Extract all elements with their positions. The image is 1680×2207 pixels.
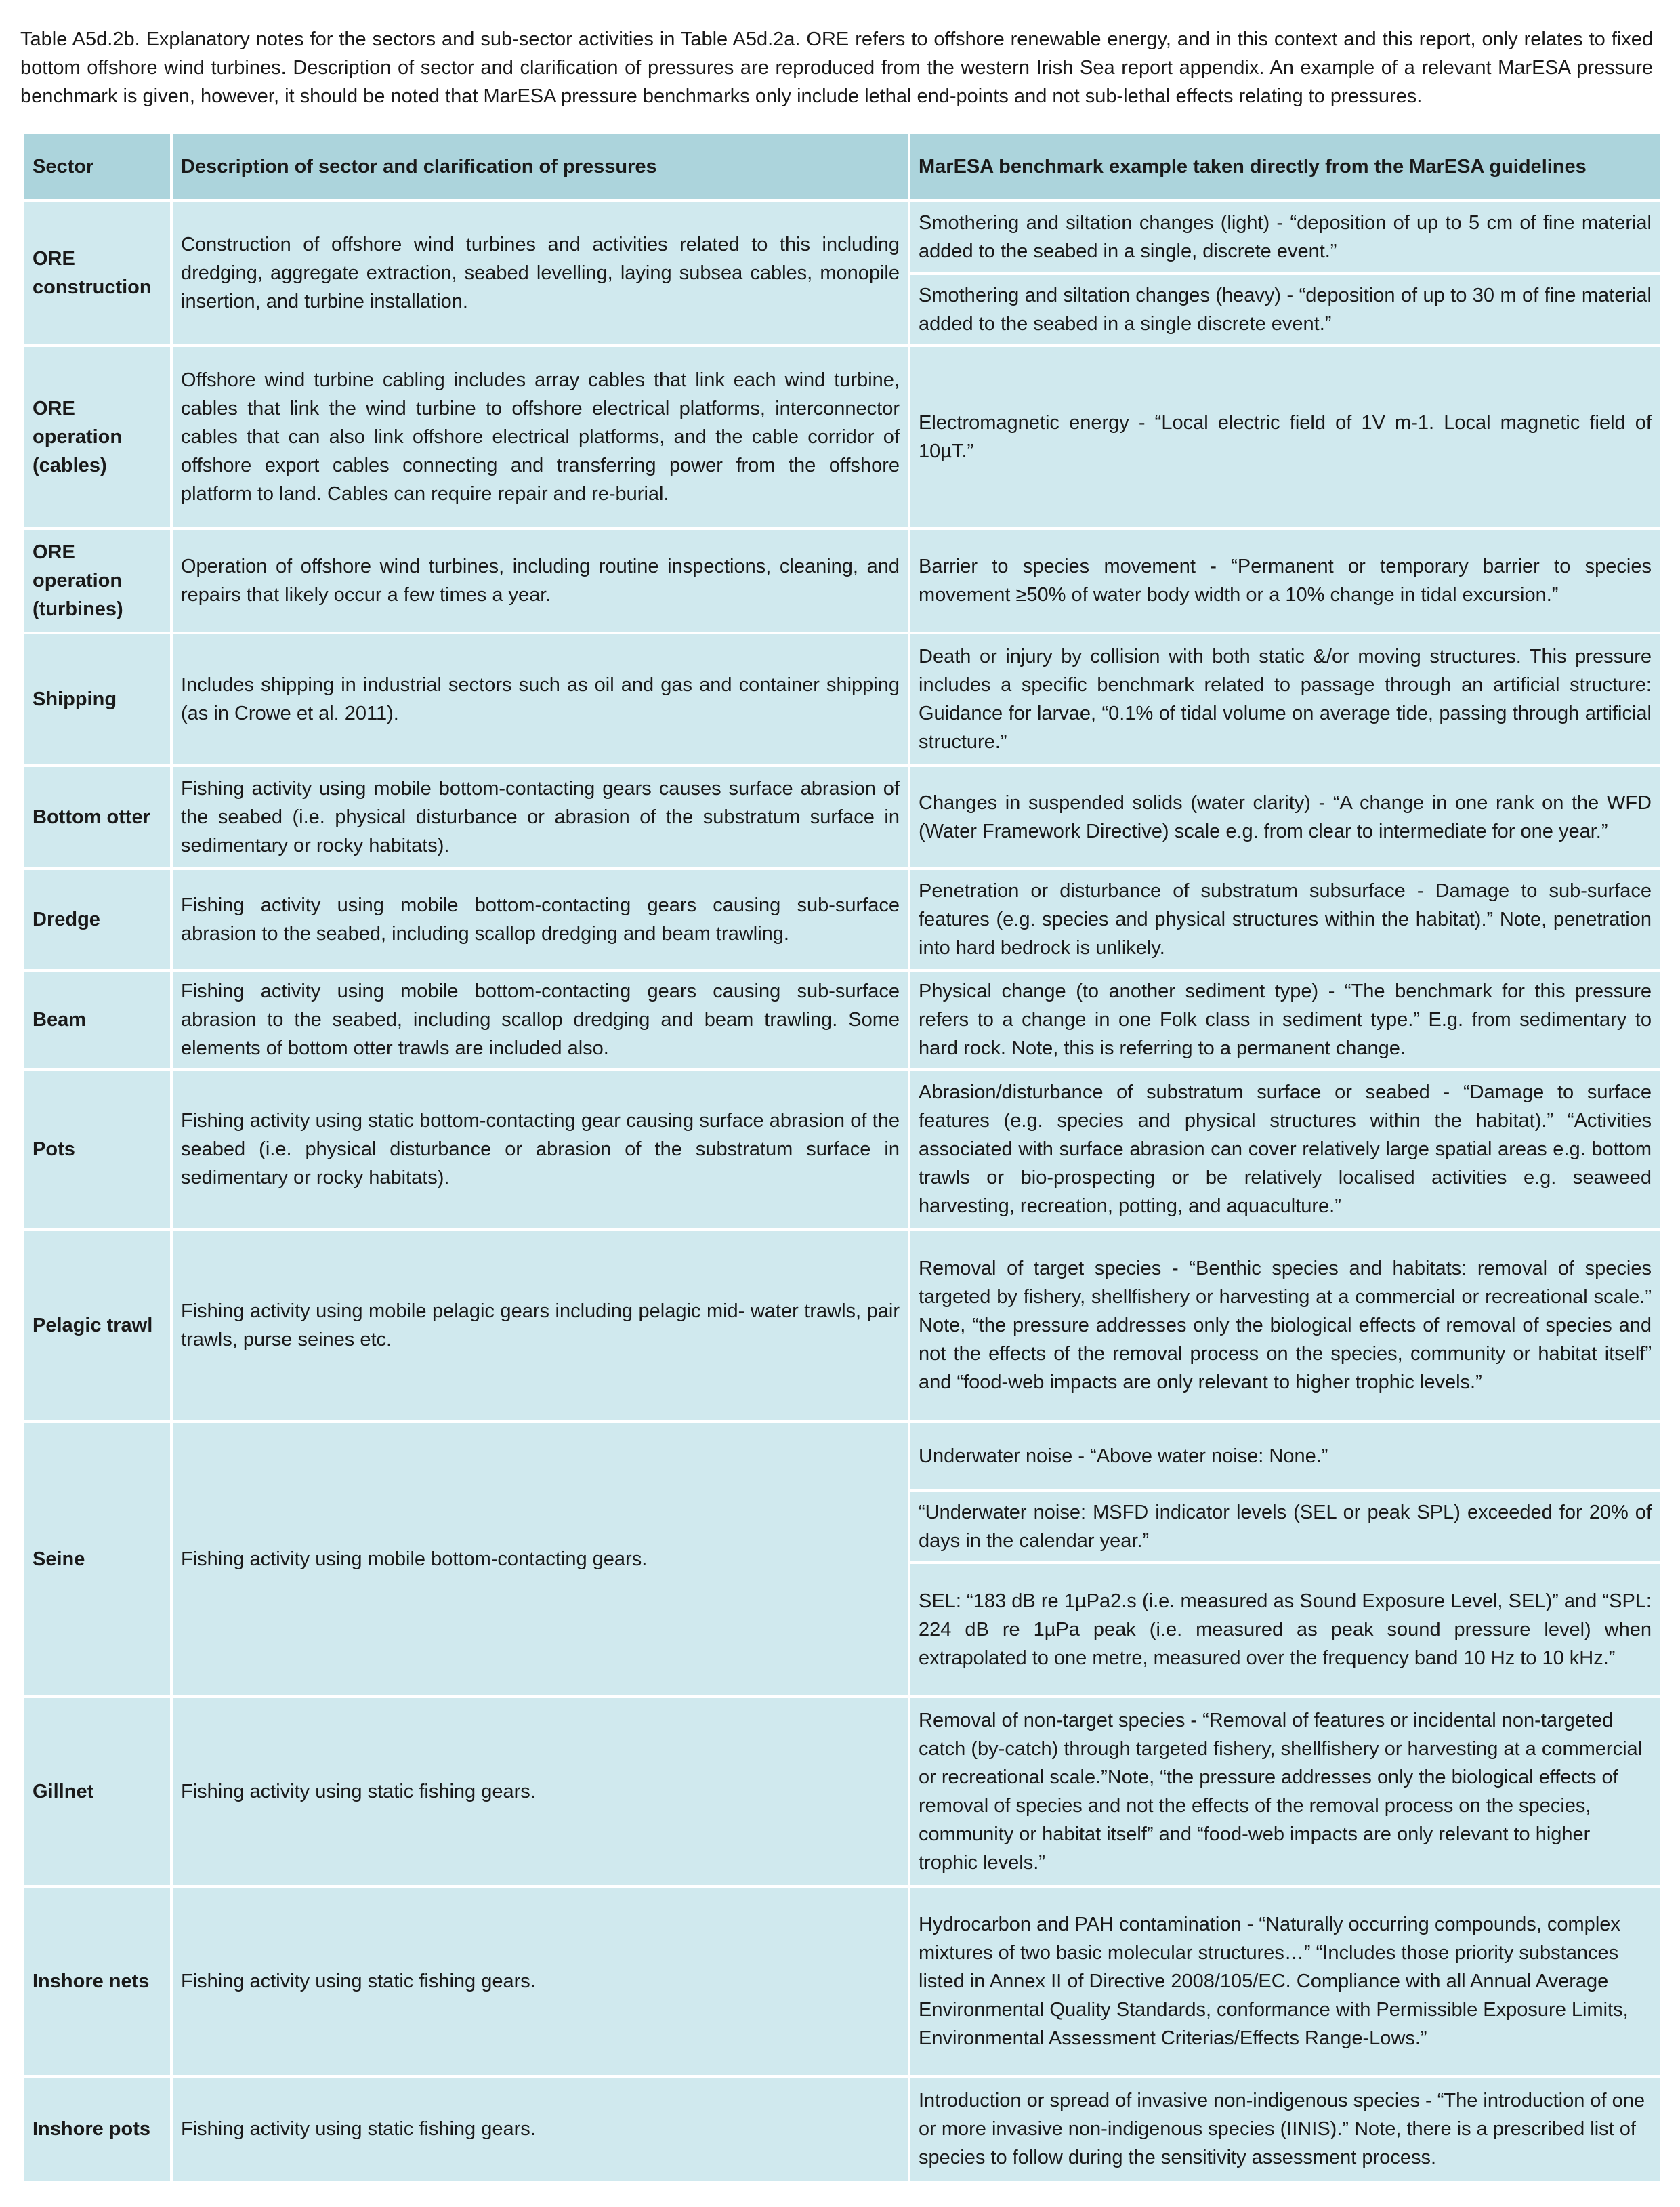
sector-cell: ORE construction — [23, 201, 171, 346]
table-row — [23, 1422, 1661, 1491]
table-row — [23, 633, 1661, 766]
benchmark-cell: Physical change (to another sediment type) - “The benchmark for this pressure refers to a change in one Folk class in sediment type.” E.g. from sedimentary to hard rock. Note, this is referring to a permanent change. — [909, 970, 1661, 1069]
sector-cell: Gillnet — [23, 1697, 171, 1886]
table-row — [23, 1229, 1661, 1422]
header-description: Description of sector and clarification of pressures — [171, 133, 909, 201]
description-cell: Includes shipping in industrial sectors such as oil and gas and container shipping (as in Crowe et al. 2011). — [171, 633, 909, 766]
table-row — [23, 1697, 1661, 1886]
sector-cell: ORE operation (turbines) — [23, 529, 171, 633]
header-benchmark: MarESA benchmark example taken directly from the MarESA guidelines — [909, 133, 1661, 201]
table-row — [23, 970, 1661, 1069]
sector-cell: Pots — [23, 1069, 171, 1229]
sector-cell: Dredge — [23, 869, 171, 970]
benchmark-cell: Penetration or disturbance of substratum subsurface - Damage to sub-surface features (e.g. species and physical structures within the habitat).” Note, penetration into hard bedrock is unlikely. — [909, 869, 1661, 970]
table-row — [23, 2076, 1661, 2182]
table-row — [23, 766, 1661, 869]
header-sector: Sector — [23, 133, 171, 201]
description-cell: Fishing activity using static fishing gears. — [171, 1697, 909, 1886]
table-row — [23, 529, 1661, 633]
description-cell: Offshore wind turbine cabling includes array cables that link each wind turbine, cables that link the wind turbine to offshore electrical platforms, interconnector cables that can also link offshore electrical platforms, and the cable corridor of offshore export cables connecting and transferring power from the offshore platform to land. Cables can require repair and re-burial. — [171, 346, 909, 529]
benchmark-cell: Removal of target species - “Benthic species and habitats: removal of species targeted by fishery, shellfishery or harvesting at a commercial or recreational scale.” Note, “the pressure addresses only the biological effects of removal of species and not the effects of the removal process on the species, community or habitat itself” and “food-web impacts are only relevant to higher trophic levels.” — [909, 1229, 1661, 1422]
benchmark-cell: Removal of non-target species - “Removal of features or incidental non-targeted catch (by-catch) through targeted fishery, shellfishery or harvesting at a commercial or recreational scale.”Note, “the pressure addresses only the biological effects of removal of species and not the effects of the removal process on the species, community or habitat itself” and “food-web impacts are only relevant to higher trophic levels.” — [909, 1697, 1661, 1886]
description-cell: Fishing activity using mobile bottom-contacting gears causing sub-surface abrasion to the seabed, including scallop dredging and beam trawling. — [171, 869, 909, 970]
sector-cell: Beam — [23, 970, 171, 1069]
benchmark-cell: “Underwater noise: MSFD indicator levels (SEL or peak SPL) exceeded for 20% of days in the calendar year.” — [909, 1491, 1661, 1563]
table-row — [23, 1886, 1661, 2076]
table-row — [23, 201, 1661, 274]
sector-cell: Bottom otter — [23, 766, 171, 869]
description-cell: Fishing activity using mobile bottom-contacting gears causing sub-surface abrasion to the seabed, including scallop dredging and beam trawling. Some elements of bottom otter trawls are included also. — [171, 970, 909, 1069]
benchmark-cell: Death or injury by collision with both static &/or moving structures. This pressure includes a specific benchmark related to passage through an artificial structure: Guidance for larvae, “0.1% of tidal volume on average tide, passing through artificial structure.” — [909, 633, 1661, 766]
description-cell: Fishing activity using static fishing gears. — [171, 2076, 909, 2182]
benchmark-cell: Underwater noise - “Above water noise: None.” — [909, 1422, 1661, 1491]
sector-cell: Pelagic trawl — [23, 1229, 171, 1422]
description-cell: Fishing activity using static bottom-contacting gear causing surface abrasion of the seabed (i.e. physical disturbance or abrasion of the substratum surface in sedimentary or rocky habitats). — [171, 1069, 909, 1229]
description-cell: Fishing activity using static fishing gears. — [171, 1886, 909, 2076]
description-cell: Fishing activity using mobile bottom-contacting gears. — [171, 1422, 909, 1697]
benchmark-cell: Hydrocarbon and PAH contamination - “Naturally occurring compounds, complex mixtures of two basic molecular structures…” “Includes those priority substances listed in Annex II of Directive 2008/105/EC. Compliance with all Annual Average Environmental Quality Standards, conformance with Permissible Exposure Limits, Environmental Assessment Criterias/Effects Range-Lows.” — [909, 1886, 1661, 2076]
description-cell: Construction of offshore wind turbines and activities related to this including dredging, aggregate extraction, seabed levelling, laying subsea cables, monopile insertion, and turbine installation. — [171, 201, 909, 346]
table-row — [23, 346, 1661, 529]
sector-cell: Seine — [23, 1422, 171, 1697]
table-row — [23, 1069, 1661, 1229]
explanatory-notes-table — [22, 131, 1662, 2183]
sector-cell: Shipping — [23, 633, 171, 766]
description-cell: Operation of offshore wind turbines, including routine inspections, cleaning, and repairs that likely occur a few times a year. — [171, 529, 909, 633]
benchmark-cell: Smothering and siltation changes (light) - “deposition of up to 5 cm of fine material added to the seabed in a single, discrete event.” — [909, 201, 1661, 274]
benchmark-cell: Changes in suspended solids (water clarity) - “A change in one rank on the WFD (Water Framework Directive) scale e.g. from clear to intermediate for one year.” — [909, 766, 1661, 869]
benchmark-cell: SEL: “183 dB re 1µPa2.s (i.e. measured as Sound Exposure Level, SEL)” and “SPL: 224 dB re 1µPa peak (i.e. measured as peak sound pressure level) when extrapolated to one metre, measured over the frequency band 10 Hz to 10 kHz.” — [909, 1563, 1661, 1697]
table-row — [23, 869, 1661, 970]
sector-cell: Inshore nets — [23, 1886, 171, 2076]
benchmark-cell: Smothering and siltation changes (heavy) - “deposition of up to 30 m of fine material added to the seabed in a single discrete event.” — [909, 274, 1661, 346]
benchmark-cell: Electromagnetic energy - “Local electric field of 1V m-1. Local magnetic field of 10µT.” — [909, 346, 1661, 529]
benchmark-cell: Abrasion/disturbance of substratum surface or seabed - “Damage to surface features (e.g. species and physical structures within the habitat).” “Activities associated with surface abrasion can cover relatively large spatial areas e.g. bottom trawls or bio-prospecting or be relatively localised activities e.g. seaweed harvesting, recreation, potting, and aquaculture.” — [909, 1069, 1661, 1229]
description-cell: Fishing activity using mobile pelagic gears including pelagic mid- water trawls, pair trawls, purse seines etc. — [171, 1229, 909, 1422]
sector-cell: ORE operation (cables) — [23, 346, 171, 529]
header-row — [23, 133, 1661, 201]
table-caption: Table A5d.2b. Explanatory notes for the sectors and sub-sector activities in Table A5d.2a. ORE refers to offshore renewable energy, and in this context and this report, only relates to fixed bottom offshore wind turbines. Description of sector and clarification of pressures are reproduced from the western Irish Sea report appendix. An example of a relevant MarESA pressure benchmark is given, however, it should be noted that MarESA pressure benchmarks only include lethal end-points and not sub-lethal effects relating to pressures. — [20, 28, 1653, 107]
benchmark-cell: Barrier to species movement - “Permanent or temporary barrier to species movement ≥50% of water body width or a 10% change in tidal excursion.” — [909, 529, 1661, 633]
benchmark-cell: Introduction or spread of invasive non-indigenous species - “The introduction of one or more invasive non-indigenous species (IINIS).” Note, there is a prescribed list of species to follow during the sensitivity assessment process. — [909, 2076, 1661, 2182]
description-cell: Fishing activity using mobile bottom-contacting gears causes surface abrasion of the seabed (i.e. physical disturbance or abrasion of the substratum surface in sedimentary or rocky habitats). — [171, 766, 909, 869]
sector-cell: Inshore pots — [23, 2076, 171, 2182]
